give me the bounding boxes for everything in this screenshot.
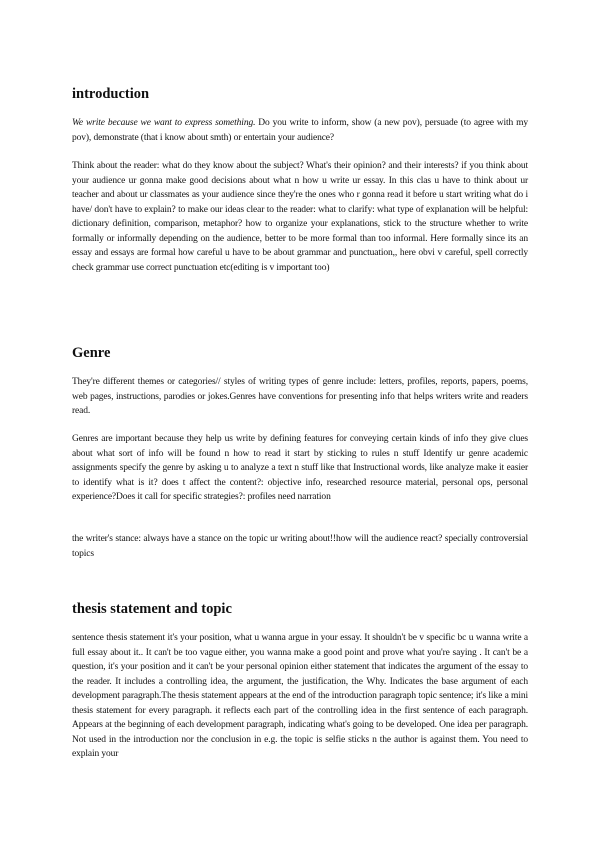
paragraph-genre-definition: They're different themes or categories// styles of writing types of genre include: letters, profiles, reports, papers, poems, web pages, instructions, parodies or jokes.Genres have conventions for presenting info that helps writers write and readers read. bbox=[72, 377, 528, 416]
paragraph-genre-importance: Genres are important because they help us write by defining features for conveying certain kinds of info they give clues about what sort of info will be found n how to read it start by sticking to rules n stuff Identify ur genre academic assignments specify the genre by asking u to analyze a text n stuff like that Instructional words, like analyze make it easier to identify what is it? does t affect the content?: objective info, researched resource material, personal ops, personal experience?Does it call for specific strategies?: profiles need narration bbox=[72, 434, 528, 502]
paragraph-purpose bbox=[72, 116, 528, 145]
italic-lead: We write because we want to express something. bbox=[72, 118, 256, 128]
heading-introduction: introduction bbox=[72, 86, 150, 102]
paragraph-purpose-text: Do you write to inform, show (a new pov), persuade (to agree with my pov), demonstrate (that i know about smth) or entertain your audience? bbox=[72, 118, 528, 143]
paragraph-writer-stance: the writer's stance: always have a stance on the topic ur writing about!!how will the audience react? specially controversial topics bbox=[72, 534, 528, 559]
paragraph-reader: Think about the reader: what do they know about the subject? What's their opinion? and their interests? if you think about your audience ur gonna make good decisions about what n how u write ur essay. In this clas u have to think about ur teacher and about ur classmates as your audience since they're the ones who r gonna read it before u start writing what do i have/ don't have to explain? to make our ideas clear to the reader: what to clarify: what type of explanation will be helpful: dictionary definition, comparison, metaphor? how to organize your explanations, stick to the structure whether to write formally or informally depending on the audience, better to be more formal than too informal. Here formally since its an essay and essays are formal how careful u have to be about grammar and punctuation,, here obvi v careful, spell correctly check grammar use correct punctuation etc(editing is v important too) bbox=[72, 161, 528, 273]
heading-genre: Genre bbox=[72, 345, 111, 361]
heading-thesis: thesis statement and topic bbox=[72, 601, 232, 617]
paragraph-thesis: sentence thesis statement it's your position, what u wanna argue in your essay. It shouldn't be v specific bc u wanna write a full essay about it.. It can't be too vague either, you wanna make a good point and prove what you're saying . It can't be a question, it's your position and it can't be your personal opinion either statement that indicates the argument of the essay to the reader. It includes a controlling idea, the argument, the justification, the Why. Indicates the base argument of each development paragraph.The thesis statement appears at the end of the introduction paragraph topic sentence; it's like a mini thesis statement for every paragraph. it reflects each part of the controlling idea in the first sentence of each paragraph. Appears at the beginning of each development paragraph, indicating what's going to be developed. One idea per paragraph. Not used in the introduction nor the conclusion in e.g. the topic is selfie sticks n the author is against them. You need to explain your bbox=[72, 633, 528, 759]
